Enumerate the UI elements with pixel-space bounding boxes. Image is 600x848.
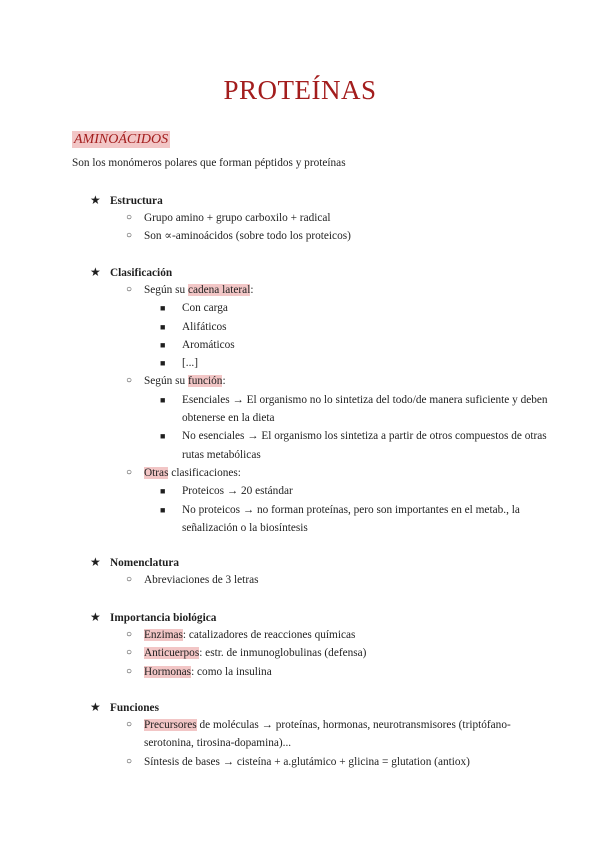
list-item: ○ Hormonas: como la insulina bbox=[90, 663, 550, 681]
star-bullet-icon: ★ bbox=[90, 555, 101, 569]
circle-bullet-icon: ○ bbox=[126, 284, 133, 295]
section-heading: ★ Funciones bbox=[90, 700, 159, 714]
circle-bullet-icon: ○ bbox=[126, 755, 133, 767]
section-heading: ★ Estructura bbox=[90, 193, 163, 207]
page-title: PROTEÍNAS bbox=[223, 75, 377, 105]
highlight: función bbox=[187, 375, 223, 388]
square-bullet-icon: ■ bbox=[160, 321, 166, 332]
sub-list-item: ■ Esenciales → El organismo no lo sintetiza del todo/de manera suficiente y deben obtenerse en la dieta bbox=[90, 391, 550, 428]
square-bullet-icon: ■ bbox=[160, 358, 166, 369]
square-bullet-icon: ■ bbox=[160, 431, 166, 442]
star-bullet-icon: ★ bbox=[90, 193, 101, 207]
star-bullet-icon: ★ bbox=[90, 610, 101, 624]
intro-text: Son los monómeros polares que forman péptidos y proteínas bbox=[72, 157, 346, 169]
star-bullet-icon: ★ bbox=[90, 700, 101, 714]
list-item: ○ Anticuerpos: estr. de inmunoglobulinas (defensa) bbox=[90, 644, 550, 662]
sub-list-item: ■ [...] bbox=[90, 354, 550, 372]
list-item: ○ Según su función: bbox=[90, 372, 550, 390]
circle-bullet-icon: ○ bbox=[126, 647, 133, 659]
sub-list-item: ■ Alifáticos bbox=[90, 318, 550, 336]
circle-bullet-icon: ○ bbox=[126, 466, 133, 478]
section-importancia bbox=[90, 608, 550, 681]
section-heading: ★ Nomenclatura bbox=[90, 555, 180, 569]
list-item: ○ Según su cadena lateral: bbox=[90, 281, 550, 299]
square-bullet-icon: ■ bbox=[160, 339, 166, 350]
sub-list-item: ■ Aromáticos bbox=[90, 336, 550, 354]
square-bullet-icon: ■ bbox=[160, 303, 166, 314]
circle-bullet-icon: ○ bbox=[126, 719, 133, 730]
square-bullet-icon: ■ bbox=[160, 486, 166, 497]
list-item: ○ Enzimas: catalizadores de reacciones químicas bbox=[90, 626, 550, 644]
sub-list-item: ■ No proteicos → no forman proteínas, pero son importantes en el metab., la señalización o la biosíntesis bbox=[90, 501, 550, 538]
square-bullet-icon: ■ bbox=[160, 394, 166, 405]
list-item: ○ Precursores de moléculas → proteínas, hormonas, neurotransmisores (triptófano-serotonina, tirosina-dopamina)... bbox=[90, 716, 550, 753]
highlight: Enzimas bbox=[144, 629, 183, 641]
circle-bullet-icon: ○ bbox=[126, 629, 133, 640]
circle-bullet-icon: ○ bbox=[126, 665, 133, 677]
circle-bullet-icon: ○ bbox=[126, 574, 133, 585]
section-heading: ★ Clasificación bbox=[90, 265, 173, 279]
section-subtitle: AMINOÁCIDOS bbox=[74, 132, 169, 147]
sub-list-item: ■ Con carga bbox=[90, 299, 550, 317]
circle-bullet-icon: ○ bbox=[126, 212, 133, 223]
sub-list-item: ■ Proteicos → 20 estándar bbox=[90, 482, 550, 500]
circle-bullet-icon: ○ bbox=[126, 375, 133, 387]
highlight: Otras bbox=[144, 466, 169, 479]
list-item: ○ Grupo amino + grupo carboxilo + radical bbox=[90, 209, 550, 227]
section-estructura bbox=[90, 191, 550, 246]
highlight: Anticuerpos bbox=[144, 647, 200, 660]
highlight: Precursores bbox=[144, 719, 197, 731]
list-item: ○ Abreviaciones de 3 letras bbox=[90, 571, 550, 589]
section-nomenclatura bbox=[90, 553, 550, 589]
list-item: ○ Síntesis de bases → cisteína + a.glutámico + glicina = glutation (antiox) bbox=[90, 753, 550, 771]
section-heading: ★ Importancia biológica bbox=[90, 610, 217, 624]
circle-bullet-icon: ○ bbox=[126, 230, 133, 242]
star-bullet-icon: ★ bbox=[90, 265, 101, 279]
highlight: cadena lateral bbox=[187, 284, 251, 296]
section-funciones bbox=[90, 698, 550, 771]
highlight: Hormonas bbox=[144, 665, 192, 678]
sub-list-item: ■ No esenciales → El organismo los sintetiza a partir de otros compuestos de otras rutas metabólicas bbox=[90, 427, 550, 464]
list-item: ○ Son ∝-aminoácidos (sobre todo los proteicos) bbox=[90, 227, 550, 245]
list-item: ○ Otras clasificaciones: bbox=[90, 464, 550, 482]
section-clasificacion bbox=[90, 263, 550, 537]
square-bullet-icon: ■ bbox=[160, 504, 166, 515]
